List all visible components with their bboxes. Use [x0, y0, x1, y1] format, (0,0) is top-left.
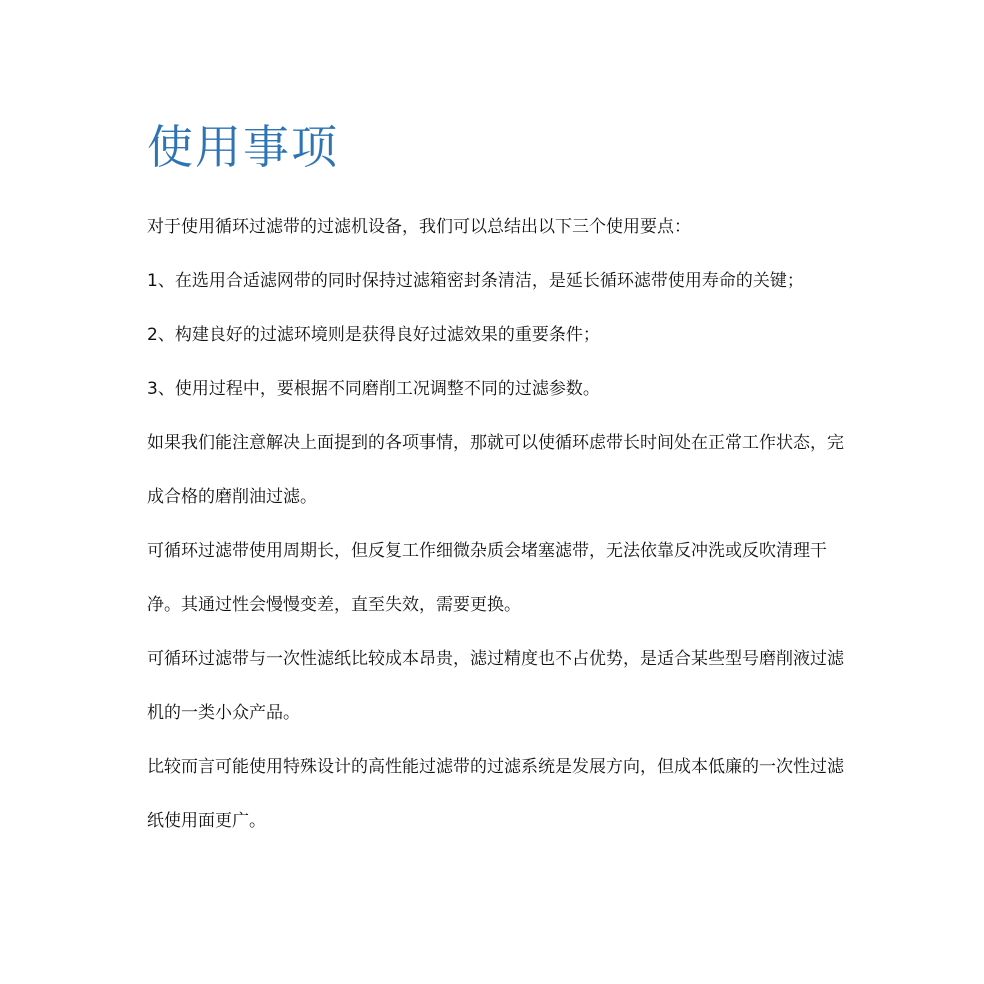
document-body [147, 200, 847, 848]
paragraph-cost: 可循环过滤带与一次性滤纸比较成本昂贵，滤过精度也不占优势，是适合某些型号磨削液过滤机的一类小众产品。 [147, 649, 844, 723]
page-title: 使用事项 [147, 120, 339, 174]
paragraph-point-1: 1、在选用合适滤网带的同时保持过滤箱密封条清洁，是延长循环滤带使用寿命的关键； [147, 271, 804, 291]
paragraph-conclusion: 比较而言可能使用特殊设计的高性能过滤带的过滤系统是发展方向，但成本低廉的一次性过滤纸使用面更广。 [147, 757, 844, 831]
paragraph-summary: 如果我们能注意解决上面提到的各项事情，那就可以使循环虑带长时间处在正常工作状态，完成合格的磨削油过滤。 [147, 433, 844, 507]
paragraph-point-2: 2、构建良好的过滤环境则是获得良好过滤效果的重要条件； [147, 325, 600, 345]
paragraph-intro: 对于使用循环过滤带的过滤机设备，我们可以总结出以下三个使用要点： [147, 217, 691, 237]
paragraph-lifespan: 可循环过滤带使用周期长，但反复工作细微杂质会堵塞滤带，无法依靠反冲洗或反吹清理干净。其通过性会慢慢变差，直至失效，需要更换。 [147, 541, 827, 615]
paragraph-point-3: 3、使用过程中，要根据不同磨削工况调整不同的过滤参数。 [147, 379, 600, 399]
